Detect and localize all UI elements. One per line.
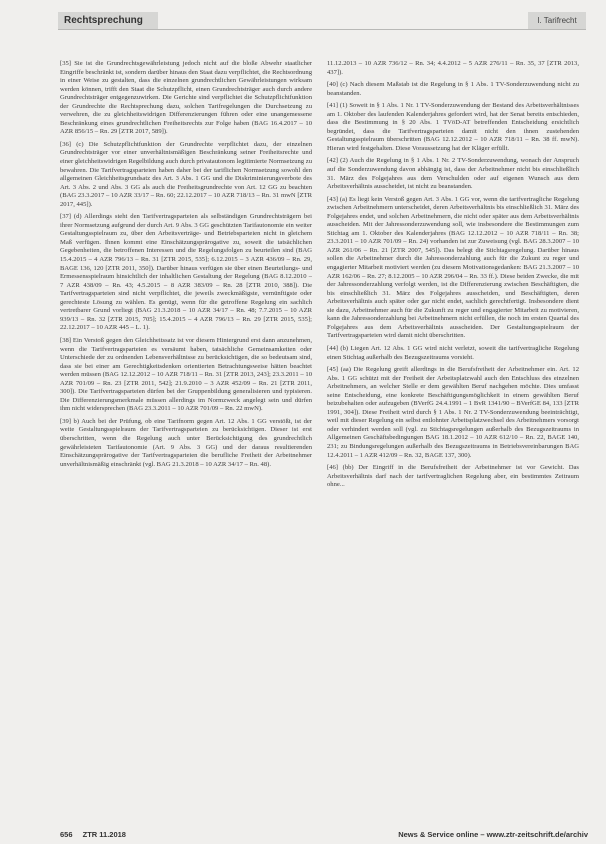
paragraph: [42] (2) Auch die Regelung in § 1 Abs. 1 Nr. 2 TV-Sonderzuwendung, wonach der Anspruch auf die Sonderzuwendung davon abhängig ist, dass der Arbeitnehmer nicht bis einschließlich 31. März des Folgejahres aus dem Verschulden oder auf eigenen Wunsch aus dem Arbeitsverhältnis ausscheidet, ist nicht zu beanstanden. xyxy=(327,157,579,191)
paragraph: [44] (b) Liegen Art. 12 Abs. 1 GG wird nicht verletzt, soweit die tarifvertragliche Regelung einen Stichtag außerhalb des Bezugszeitraums vorsieht. xyxy=(327,344,579,361)
paragraph: [45] (aa) Die Regelung greift allerdings in die Berufsfreiheit der Arbeitnehmer ein. Art. 12 Abs. 1 GG schützt mit der Freiheit der Arbeitsplatzwahl auch den Entschluss des einzelnen Arbeitnehmers, an welcher Stelle er dem gewählten Beruf nachgehen möchte. Dies umfasst seine Entscheidung, eine konkrete Beschäftigungsmöglichkeit in einem gewählten Beruf beizubehalten oder aufzugeben (BVerfG 24.4.1991 – 1 BvR 1341/90 – BVerfGE 84, 133 [ZTR 1991, 304]). Diese Freiheit wird durch § 1 Abs. 1 Nr. 2 TV-Sonderzuwendung beeinträchtigt, weil mit dieser Regelung ein selbst entlohnter Arbeitsplatzwechsel des Arbeitnehmers vorsorgt oder verhindert werden soll (vgl. zu Stichtagsregelungen außerhalb des Bezugszeitraums in Allgemeinen Geschäftsbedingungen BAG 18.1.2012 – 10 AZR 612/10 – Rn. 22, BAGE 140, 231; zu Bindungsregelungen außerhalb des Bezugszeitraums in Betriebsvereinbarungen BAG 12.4.2011 – 1 AZR 412/09 – Rn. 32, BAGE 137, 300). xyxy=(327,366,579,459)
left-column xyxy=(60,60,312,830)
right-column xyxy=(327,60,579,830)
header-divider xyxy=(58,29,586,30)
paragraph: [38] Ein Verstoß gegen den Gleichheitssatz ist vor diesem Hintergrund erst dann anzunehmen, wenn die Tarifvertragsparteien es versäumt haben, tatsächliche Gemeinsamkeiten oder Unterschiede der zu ordnenden Lebensverhältnisse zu berücksichtigen, die so bedeutsam sind, dass sie bei einer am Gerechtigkeitsdenken orientierten Betrachtungsweise hätten beachtet werden müssen (BAG 12.12.2012 – 10 AZR 718/11 – Rn. 31 [ZTR 2013, 243]; 23.3.2011 – 10 AZR 701/09 – Rn. 23 [ZTR 2011, 542]; 21.9.2010 – 3 AZR 452/09 – Rn. 21 [ZTR 2011, 300]). Die Tarifvertragsparteien dürfen bei der Gruppenbildung generalisieren und typisieren. Die Differenzierungsmerkmale müssen allerdings im Normzweck angelegt sein und dürfen ihm nicht widersprechen (BAG 23.3.2011 – 10 AZR 701/09 – Rn. 22 mwN). xyxy=(60,336,312,413)
section-label: Rechtsprechung xyxy=(58,12,158,29)
page-number: 656 xyxy=(60,830,73,839)
website-link[interactable]: News & Service online – www.ztr-zeitschrift.de/archiv xyxy=(398,830,588,839)
paragraph: [39] b) Auch bei der Prüfung, ob eine Tarifnorm gegen Art. 12 Abs. 1 GG verstößt, ist der weite Gestaltungsspielraum der Tarifvertragsparteien zu berücksichtigen. Dieser ist erst überschritten, wenn die Regelung auch unter Berücksichtigung des grundrechtlich gewährleisteten Tarifautonomie (Art. 9 Abs. 3 GG) und der daraus resultierenden Einschätzungsprärogative der Tarifvertragsparteien die berufliche Freiheit der Arbeitnehmer unverhältnismäßig einschränkt (vgl. BAG 21.3.2018 – 10 AZR 34/17 – Rn. 48). xyxy=(60,417,312,468)
paragraph: [43] (a) Es liegt kein Verstoß gegen Art. 3 Abs. 1 GG vor, wenn die tarifvertragliche Regelung zwischen Arbeitnehmern unterscheidet, deren Arbeitsverhältnis bis einschließlich 31. März des Folgejahres endet, und solchen Arbeitnehmern, die nicht oder später aus dem Arbeitsverhältnis ausscheiden. Mit der Jahressonderzuwendung soll, wie insbesondere die Bestimmungen zum Stichtag am 1. Oktober des Kalenderjahres (BAG 12.12.2012 – 10 AZR 718/11 – Rn. 38; 23.3.2011 – 10 AZR 701/09 – Rn. 24) vorhanden ist zur Zuweisung (vgl. BAG 28.3.2007 – 10 AZR 261/06 – Rn. 21 [ZTR 2007, 545]). Das belegt die Stichtagsregelung. Darüber hinaus sollen die Arbeitnehmer durch die Jahressonderzahlung auch für die Zukunt zu reger und engagierter Mitarbeit motiviert werden (zu diesem Motivationsgedanken: BAG 21.3.2007 – 10 AZR 162/06 – Rn. 27; 8.12.2005 – 10 AZR 296/04 – Rn. 33 ff.). Diese beiden Zwecke, die mit der Jahressonderzahlung verfolgt werden, ist die Differenzierung zwischen Beschäftigten, die bis einschließlich 31. März des Folgejahres ausscheiden, und Beschäftigten, deren Arbeitsverhältnis auch später oder gar nicht endet, sachlich gerechtfertigt. Insbesondere dient sie dazu, Arbeitnehmer auch für die Zukunft zu reger und engagierter Mitarbeit zu motivieren, kann die Jahressonderzahlung bei Arbeitnehmern nicht erfüllen, die noch im ersten Quartal des Folgejahres aus dem Arbeitsverhältnis ausscheiden. Der Gestaltungsspielraum der Tarifvertragsparteien wird damit nicht überschritten. xyxy=(327,195,579,340)
journal-issue: ZTR 11.2018 xyxy=(82,830,126,839)
topic-label: I. Tarifrecht xyxy=(528,12,586,29)
page-footer xyxy=(60,830,588,840)
paragraph: [40] (c) Nach diesem Maßstab ist die Regelung in § 1 Abs. 1 TV-Sonderzuwendung nicht zu beanstanden. xyxy=(327,81,579,97)
page-header xyxy=(58,12,586,30)
paragraph: [37] (d) Allerdings steht den Tarifvertragsparteien als selbständigen Grundrechtsträgern bei ihrer Normsetzung aufgrund der durch Art. 9 Abs. 3 GG geschützten Tarifautonomie ein weiter Gestaltungsspielraum zu, über den Arbeitsverträge- und Betriebsparteien nicht in gleichem Maß verfügen. Ihnen kommt eine Einschätzungsprärogative zu, soweit die tatsächlichen Gegebenheiten, die betroffenen Interessen und die Regelungsfolgen zu beurteilen sind (BAG 15.4.2015 – 4 AZR 796/13 – Rn. 31 [ZTR 2015, 535]; 6.12.2015 – 3 AZR 436/09 – Rn. 29, BAGE 136, 120 [ZTR 2011, 350]). Darüber hinaus verfügen sie über einen Beurteilungs- und Ermessensspielraum hinsichtlich der inhaltlichen Gestaltung der Regelung (BAG 8.12.2010 – 7 AZR 438/09 – Rn. 43; 4.5.2015 – 8 AZR 383/09 – Rn. 28 [ZTR 2010, 388]). Die Tarifvertragsparteien sind nicht verpflichtet, die jeweils zweckmäßigste, vernünftigste oder gerechteste Lösung zu wählen. Es genügt, wenn für die getroffene Regelung ein sachlich vertretbarer Grund vorliegt (BAG 21.3.2018 – 10 AZR 34/17 – Rn. 48; 7.7.2015 – 10 AZR 939/13 – Rn. 32 [ZTR 2015, 705]; 15.4.2015 – 4 AZR 796/13 – Rn. 29 [ZTR 2015, 535]; 22.12.2017 – 10 AZR 445 – L. 1). xyxy=(60,213,312,332)
footer-left xyxy=(60,830,126,839)
paragraph: 11.12.2013 – 10 AZR 736/12 – Rn. 34; 4.4.2012 – 5 AZR 276/11 – Rn. 35, 37 [ZTR 2013, 437]). xyxy=(327,60,579,76)
paragraph: [35] Sie ist die Grundrechtsgewährleistung jedoch nicht auf die bloße Abwehr staatlicher Eingriffe beschränkt ist, sondern darüber hinaus den Staat dazu verpflichtet, die Rechtsordnung in einer Weise zu gestalten, dass die einzelnen grundrechtlichen Gewährleistungen wirksam werden können, trifft den Staat die Schutzpflicht, einen Grundrechtsträger auch durch andere Grundrechtsträger entgegenzuwirken. Die Gerichte sind verpflichtet die Schutzpflichtfunktion der Grundrechte die Rechtsprechung dazu, solchen Tarifregelungen die Durchsetzung zu verwehren, die zu gleichheitswidrigen Differenzierungen führen oder eine unangemessene Beschränkung eines grundrechtlichen Freiheitsrechts zur Folge haben (BAG 16.4.2017 – 10 AZR 856/15 – Rn. 29 [ZTR 2017, 589]). xyxy=(60,60,312,136)
paragraph: [41] (1) Soweit in § 1 Abs. 1 Nr. 1 TV-Sonderzuwendung der Bestand des Arbeitsverhältnisses am 1. Oktober des laufenden Kalenderjahres gefordert wird, hat der Senat bereits entschieden, dass die Bestimmung in § 20 Abs. 1 TVöD-AT betreffenden Entscheidung ersichtlich begründet, dass die Tarifvertragsparteien damit nicht den ihnen zustehenden Gestaltungsspielraum überschritten (BAG 12.12.2012 – 10 AZR 718/11 – Rn. 38 ff. mwN). Hieran wird festgehalten. Diese Voraussetzung hat der Kläger erfüllt. xyxy=(327,102,579,152)
paragraph: [36] (c) Die Schutzpflichtfunktion der Grundrechte verpflichtet dazu, der einzelnen Grundrechtsträger vor einer unverhältnismäßigen Beschränkung seiner Freiheitsrechte und einer gleichheitswidrigen Regelbildung auch durch privatautonom legitimierte Normsetzung zu bewahren. Die Tarifvertragsparteien haben daher bei der tariflichen Normsetzung sowohl den allgemeinen Gleichheitsgrundsatz des Art. 3 Abs. 1 GG und die Diskriminierungsverbote des Art. 3 Abs. 2 und Abs. 3 GG als auch die Freiheitsgrundrechte von Art. 12 GG zu beachten (BAG 23.3.2017 – 10 AZR 33/17 – Rn. 60; 22.12.2017 – 10 AZR 718/13 – Rn. 31 mwN [ZTR 2017, 445]). xyxy=(60,140,312,208)
paragraph: [46] (bb) Der Eingriff in die Berufsfreiheit der Arbeitnehmer ist vor Gewicht. Das Arbeitsverhältnis darf nach der tarifvertraglichen Regelung aber, ein bestimmtes Zeitraum ohne... xyxy=(327,464,579,489)
